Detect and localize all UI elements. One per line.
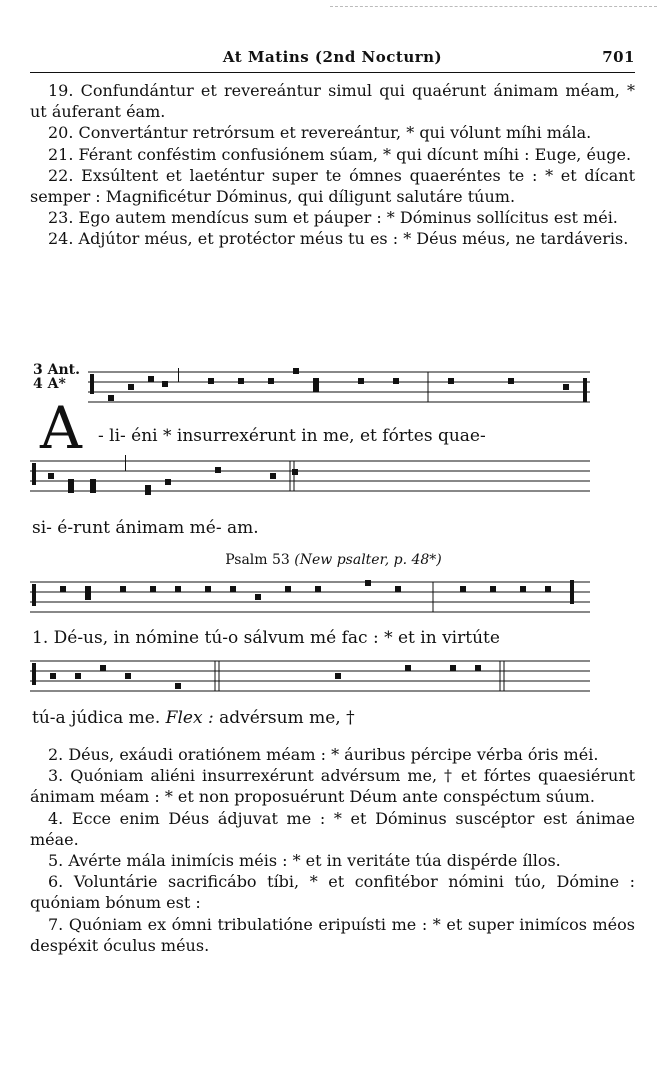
antiphon-lyrics-1: - li- éni * insurrexérunt in me, et fórtes quae- — [98, 426, 486, 446]
antiphon-lyrics-2: si- é-runt ánimam mé- am. — [32, 518, 259, 538]
verse-23: 23. Ego autem mendícus sum et páuper : * Dóminus sollícitus est méi. — [48, 208, 618, 228]
psalm-lyrics-2-text: tú-a júdica me. — [32, 708, 161, 728]
verse-4: 4. Ecce enim Déus ádjuvat me : * et Dóminus suscéptor est ánimae méae. — [30, 808, 635, 849]
flex-text: advérsum me, † — [219, 708, 355, 728]
verse-24: 24. Adjútor méus, et protéctor méus tu es : * Déus méus, ne tardáveris. — [48, 229, 629, 249]
psalm-lyrics-2 — [32, 708, 355, 728]
antiphon-label — [33, 363, 80, 391]
psalm-reference: (New psalter, p. 48*) — [294, 552, 442, 568]
header-rule — [30, 72, 635, 73]
verse-21: 21. Férant conféstim confusiónem súam, * qui dícunt míhi : Euge, éuge. — [48, 144, 632, 164]
page-header — [30, 48, 635, 74]
psalm-lyrics-1: 1. Dé-us, in nómine tú-o sálvum mé fac : * et in virtúte — [32, 628, 500, 648]
psalm-staff-1 — [30, 576, 590, 620]
verse-20: 20. Convertántur retrórsum et revereántur, * qui vólunt míhi mála. — [48, 123, 592, 143]
verse-7: 7. Quóniam ex ómni tribulatióne eripuísti me : * et super inimícos méos despéxit óculus méus. — [30, 914, 635, 955]
verse-22: 22. Exsúltent et laeténtur super te ómnes quaeréntes te : * et dícant semper : Magnificétur Dóminus, qui díligunt salutáre túum. — [30, 165, 635, 207]
psalm-staff-2 — [30, 655, 590, 699]
verses-top — [30, 80, 635, 250]
running-title: At Matins (2nd Nocturn) — [222, 48, 443, 66]
page-number: 701 — [602, 48, 635, 66]
flex-label: Flex : — [165, 708, 214, 728]
psalm-heading — [0, 552, 667, 568]
verse-2: 2. Déus, exáudi oratiónem méam : * áuribus pércipe vérba óris méi. — [48, 745, 599, 764]
verse-5: 5. Avérte mála inimícis méis : * et in veritáte túa dispérde íllos. — [48, 851, 561, 871]
antiphon-staff-2 — [30, 455, 590, 503]
verse-3: 3. Quóniam aliéni insurrexérunt advérsum me, † et fórtes quaesiérunt ánimam méam : * et non proposuérunt Déum ante conspéctum súum. — [30, 766, 635, 807]
antiphon-staff-1 — [88, 368, 590, 412]
verse-6: 6. Voluntárie sacrificábo tíbi, * et confitébor nómini túo, Dómine : quóniam bónum est : — [30, 872, 635, 913]
antiphon-label-line2: 4 A* — [33, 376, 66, 392]
antiphon-initial: A — [40, 394, 82, 462]
antiphon-label-line1: 3 Ant. — [33, 362, 80, 378]
verse-19: 19. Confundántur et revereántur simul qui quaérunt ánimam méam, * ut áuferant éam. — [30, 81, 635, 122]
verses-bottom — [30, 744, 635, 956]
psalm-number: Psalm 53 — [225, 552, 290, 568]
page-edge-line — [330, 6, 657, 7]
